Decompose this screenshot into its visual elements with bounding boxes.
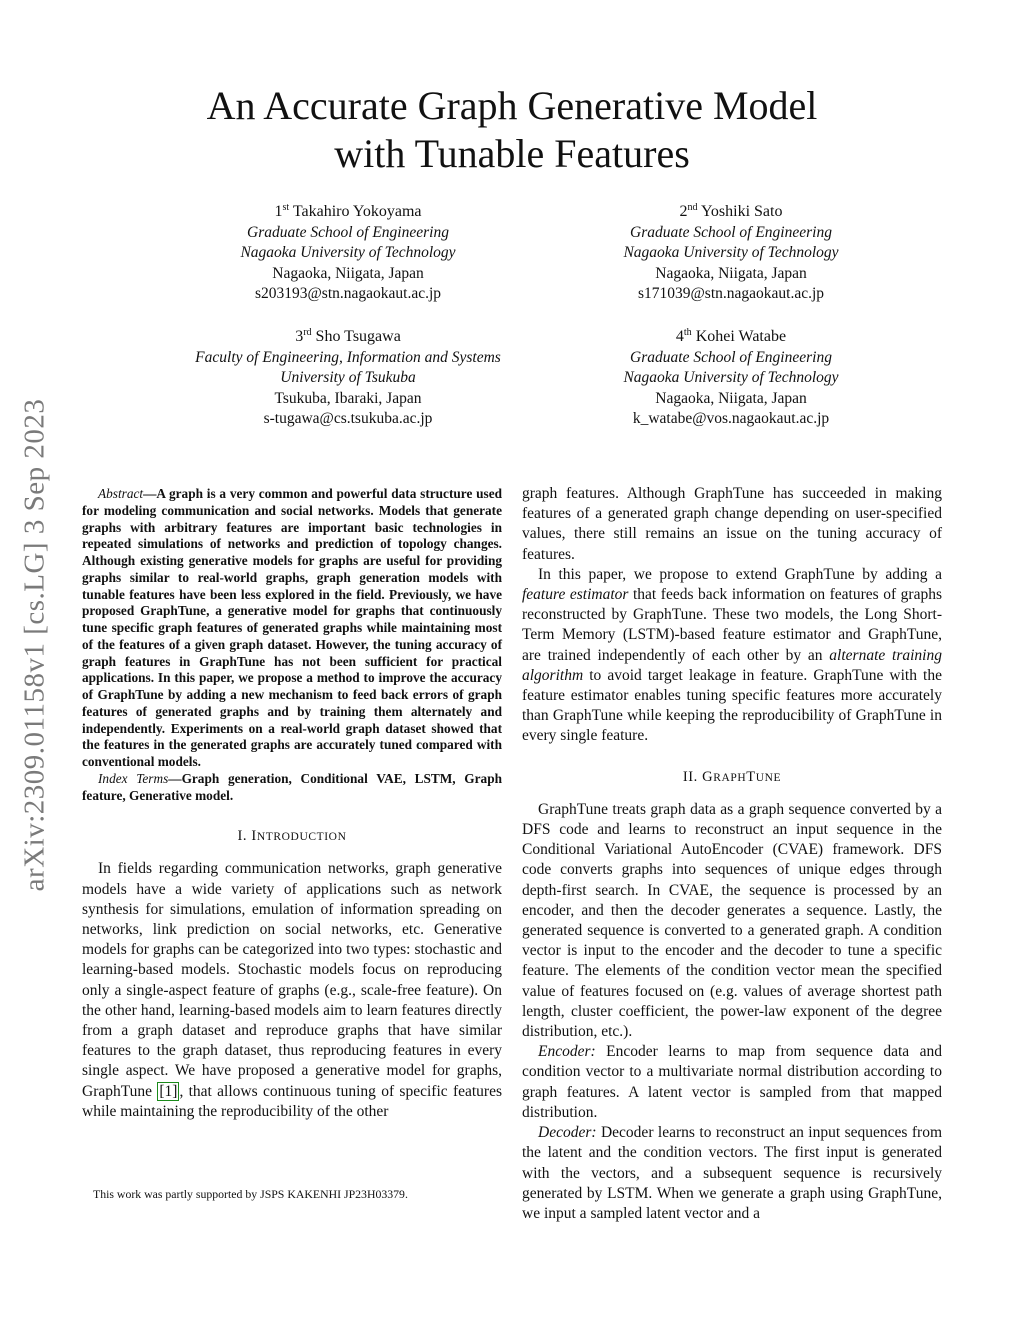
author-location: Nagaoka, Niigata, Japan bbox=[655, 264, 807, 282]
footnote: This work was partly supported by JSPS KAKENHI JP23H03379. bbox=[93, 1187, 408, 1201]
section-heading-graphtune: II. GRAPHTUNE bbox=[682, 768, 782, 785]
author-email: s171039@stn.nagaokaut.ac.jp bbox=[637, 285, 825, 303]
author-email: s203193@stn.nagaokaut.ac.jp bbox=[254, 285, 442, 303]
left-column bbox=[82, 486, 502, 1122]
intro-paragraph: In fields regarding communication networks, graph generative models have a wide variety of applications such as network synthesis for simulations, emulation of information spreading on networks, link prediction on social networks, etc. Generative models for graphs can be categorized into two types: stochastic and learning-based models. Stochastic models focus on reproducing only a single-aspect feature of graphs (e.g., scale-free feature). On the other hand, learning-based models aim to learn features directly from a graph dataset and reproduce graphs that have similar features to the graph dataset, thus reproducing features in every single aspect. We have proposed a generative model for graphs, GraphTune [1] , that allows continuous tuning of specific features while maintaining the reproducibility of the other bbox=[82, 860, 502, 1120]
arxiv-stamp: arXiv:2309.01158v1 [cs.LG] 3 Sep 2023 bbox=[18, 398, 51, 892]
title-line-1: An Accurate Graph Generative Model bbox=[206, 83, 818, 128]
right-paragraph-1: graph features. Although GraphTune has succeeded in making features of a generated graph change depending on user-specified values, there still remains an issue on the tuning accuracy of features. bbox=[522, 485, 942, 563]
author-block-2: 2nd Yoshiki Sato Graduate School of Engineering Nagaoka University of Technology Nagaoka, Niigata, Japan s171039@stn.nagaokaut.ac.jp bbox=[551, 202, 911, 305]
author-email: k_watabe@vos.nagaokaut.ac.jp bbox=[632, 410, 830, 428]
author-org: Nagaoka University of Technology bbox=[240, 244, 456, 262]
author-name: Sho Tsugawa bbox=[315, 328, 401, 345]
author-block-4: 4th Kohei Watabe Graduate School of Engineering Nagaoka University of Technology Nagaoka, Niigata, Japan k_watabe@vos.nagaokaut.ac.jp bbox=[551, 327, 911, 430]
encoder-paragraph: Encoder: Encoder learns to map from sequence data and condition vector to a multivariate normal distribution according to graph features. A latent vector is sampled from that mapped distribution. bbox=[522, 1043, 942, 1121]
title-line-2: with Tunable Features bbox=[334, 131, 690, 176]
citation-link[interactable]: [1] bbox=[159, 1082, 178, 1100]
abstract: Abstract—A graph is a very common and powerful data structure used for modeling communication and social networks. Models that generate graphs with arbitrary features are important basic technologies in repeated simulations of networks and prediction of topology changes. Although existing generative models for graphs are useful for providing graphs similar to real-world graphs, graph generation models with tunable features have been less explored in the field. Previously, we have proposed GraphTune, a generative model for graphs that continuously tune specific graph features of generated graphs while maintaining most of the features of a given graph dataset. However, the tuning accuracy of graph features in GraphTune has not been sufficient for practical applications. In this paper, we propose a method to improve the accuracy of GraphTune by adding a new mechanism to feed back errors of graph features of generated graphs and by training them alternately and independently. Experiments on a real-world graph dataset showed that the features in the generated graphs are accurately tuned compared with conventional models. bbox=[82, 486, 502, 769]
author-dept: Graduate School of Engineering bbox=[630, 348, 832, 366]
author-block-3: 3rd Sho Tsugawa Faculty of Engineering, Information and Systems University of Tsukuba Tsukuba, Ibaraki, Japan s-tugawa@cs.tsukuba.ac.jp bbox=[150, 327, 546, 430]
author-dept: Faculty of Engineering, Information and Systems bbox=[195, 348, 501, 366]
graphtune-paragraph: GraphTune treats graph data as a graph sequence converted by a DFS code and learns to reconstruct an input sequence in the Conditional Variational AutoEncoder (CVAE) framework. DFS code converts graphs into sequences of unique edges through depth-first search. In CVAE, the sequence is processed by an encoder, and then the decoder generates a sequence. Lastly, the generated sequence is converted to a generated graph. A condition vector is input to the encoder and the decoder to tune a specific feature. The elements of the condition vector mean the specified value of features focused on (e.g. values of average shortest path length, cluster coefficient, the power-law exponent of the degree distribution, etc.). bbox=[522, 800, 942, 1041]
section-heading-introduction: I. INTRODUCTION bbox=[237, 828, 347, 845]
right-column bbox=[522, 484, 942, 1224]
right-paragraph-2: In this paper, we propose to extend GraphTune by adding a feature estimator that feeds back information on features of graphs reconstructed by GraphTune. These two models, the Long Short-Term Memory (LSTM)-based feature estimator and GraphTune, are trained independently of each other by an alternate training algorithm to avoid target leakage in feature. GraphTune with the feature estimator enables tuning specific features more accurately than GraphTune while keeping the reproducibility of GraphTune in every single feature. bbox=[522, 565, 942, 745]
author-org: Nagaoka University of Technology bbox=[623, 369, 839, 387]
author-location: Tsukuba, Ibaraki, Japan bbox=[274, 389, 422, 407]
author-org: University of Tsukuba bbox=[280, 369, 416, 387]
author-block-1: 1st Takahiro Yokoyama Graduate School of Engineering Nagaoka University of Technology Nagaoka, Niigata, Japan s203193@stn.nagaokaut.ac.jp bbox=[168, 202, 528, 305]
index-terms: Index Terms—Graph generation, Conditional VAE, LSTM, Graph feature, Generative model. bbox=[82, 770, 502, 803]
author-dept: Graduate School of Engineering bbox=[247, 223, 449, 241]
author-email: s-tugawa@cs.tsukuba.ac.jp bbox=[263, 410, 433, 428]
author-org: Nagaoka University of Technology bbox=[623, 244, 839, 262]
author-name: Kohei Watabe bbox=[695, 328, 787, 345]
author-name: Takahiro Yokoyama bbox=[292, 203, 422, 220]
author-location: Nagaoka, Niigata, Japan bbox=[272, 264, 424, 282]
author-dept: Graduate School of Engineering bbox=[630, 223, 832, 241]
author-location: Nagaoka, Niigata, Japan bbox=[655, 389, 807, 407]
decoder-paragraph: Decoder: Decoder learns to reconstruct an input sequences from the latent and the condition vectors. The first input is generated with the vectors, and a subsequent sequence is recursively generated by LSTM. When we generate a graph using GraphTune, we input a sampled latent vector and a bbox=[522, 1124, 942, 1222]
paper-title bbox=[0, 82, 1024, 178]
author-name: Yoshiki Sato bbox=[700, 203, 783, 220]
